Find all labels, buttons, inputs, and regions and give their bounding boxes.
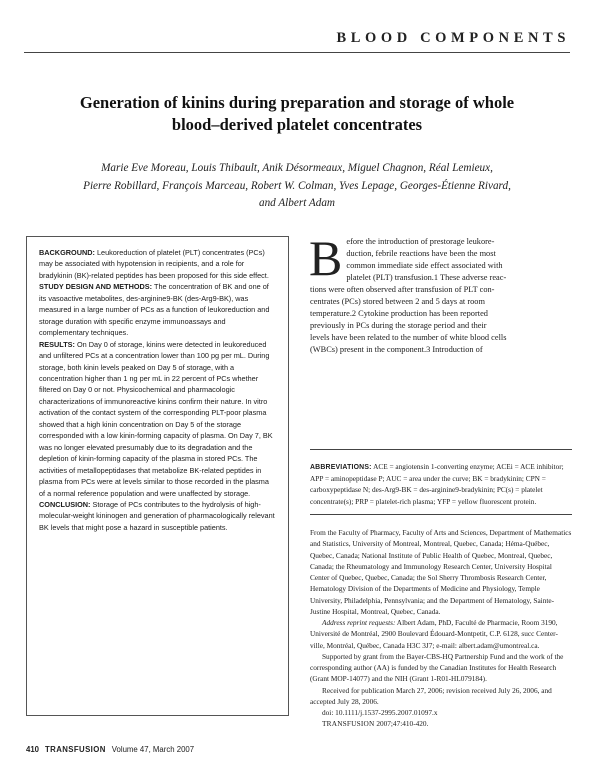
article-title	[40, 92, 554, 136]
results-label: RESULTS:	[39, 339, 75, 349]
header-rule	[24, 52, 570, 53]
intro-line: centrates (PCs) stored between 2 and 5 days at room	[310, 296, 485, 306]
authors-line-1: Marie Eve Moreau, Louis Thibault, Anik Désormeaux, Miguel Chagnon, Réal Lemieux,	[101, 162, 493, 174]
page-footer	[26, 745, 194, 754]
received-dates: Received for publication March 27, 2006; revision received July 26, 2006, and accepted July 28, 2006.	[310, 685, 552, 706]
abbreviations-rule	[310, 449, 572, 450]
abstract-conclusion	[39, 499, 276, 533]
abstract-methods	[39, 281, 276, 338]
abbreviations-label: ABBREVIATIONS:	[310, 464, 372, 471]
intro-line: temperature.2 Cytokine production has been reported	[310, 308, 488, 318]
intro-line: levels have been related to the number of white blood cells	[310, 332, 507, 342]
drop-cap: B	[309, 230, 343, 286]
citation-details: 2007;47:410-420.	[376, 719, 429, 729]
introduction-text	[309, 230, 572, 356]
intro-line: previously in PCs during the storage period and their	[310, 320, 487, 330]
abstract-box	[26, 236, 289, 716]
conclusion-text: Storage of PCs contributes to the hydrolysis of high-molecular-weight kininogen and generation of pharmacologically relevant BK levels that might pose a hazard in susceptible patients.	[39, 499, 275, 532]
footer-issue: Volume 47, March 2007	[111, 745, 195, 754]
reprint-text: Albert Adam, PhD, Faculté de Pharmacie, Room 3190, Université de Montréal, 2900 Boulevard Édouard-Montpetit, C.P. 6128, succ Center-ville, Montréal, Québec, Canada H3C 3J7; e-mail: albert.adam@umontreal.ca.	[310, 618, 558, 650]
conclusion-label: CONCLUSION:	[39, 499, 91, 509]
abstract-results	[39, 339, 276, 499]
section-heading: BLOOD COMPONENTS	[336, 30, 570, 46]
reprint-requests	[310, 617, 572, 651]
abstract-background	[39, 247, 276, 281]
intro-line: duction, febrile reactions have been the most	[346, 248, 496, 258]
doi: doi: 10.1111/j.1537-2995.2007.01097.x	[322, 708, 438, 717]
citation-journal: TRANSFUSION	[322, 719, 375, 729]
affiliations-block	[310, 527, 572, 730]
abbreviations-text: ACE = angiotensin 1-converting enzyme; ACEi = ACE inhibitor; APP = aminopeptidase P; AUC = area under the curve; BK = bradykinin; CPN = carboxypeptidase N; des-Arg9-BK = des-arginine9-bradykinin; PC(s) = platelet concentrate(s); PRP = platelet-rich plasma; YFP = yellow fluorescent protein.	[310, 462, 564, 506]
citation	[310, 718, 572, 729]
title-line-1: Generation of kinins during preparation and storage of whole	[79, 93, 515, 112]
affiliations-rule	[310, 514, 572, 515]
page-number: 410	[26, 745, 40, 754]
reprint-label: Address reprint requests:	[322, 618, 396, 627]
background-text: Leukoreduction of platelet (PLT) concentrates (PCs) may be associated with hypotension in recipients, and a role for bradykinin (BK)-related peptides has been proposed for this side effect.	[39, 248, 269, 280]
author-list	[44, 160, 550, 213]
footer-journal: TRANSFUSION	[45, 745, 106, 754]
title-line-2: blood–derived platelet concentrates	[171, 115, 423, 134]
methods-text: The concentration of BK and one of its vasoactive metabolites, des-arginine9-BK (des-Arg9-BK), was measured in a large number of PCs as a function of leukoreduction and storage duration with specific enzyme immunoassays and complementary techniques.	[39, 282, 270, 338]
methods-label: STUDY DESIGN AND METHODS:	[39, 282, 153, 292]
authors-line-2: Pierre Robillard, François Marceau, Robert W. Colman, Yves Lepage, Georges-Étienne Rivard,	[83, 179, 511, 192]
intro-line: efore the introduction of prestorage leukore-	[346, 237, 495, 246]
authors-line-3: and Albert Adam	[258, 197, 336, 209]
intro-line: (WBCs) present in the component.3 Introduction of	[310, 344, 483, 354]
affiliations-from: From the Faculty of Pharmacy, Faculty of Arts and Sciences, Department of Mathematics and Statistics, University of Montreal, Montreal, Quebec, Canada; Héma-Québec, Quebec, Canada; National Institute of Public Health of Quebec, Montreal, Quebec, Canada; the Rheumatology and Immunology Research Center, University Hospital Center of Quebec, Quebec, Canada; the Sol Sherry Thrombosis Research Center, Hematology Division of the Departments of Medicine and Physiology, Temple University, Philadelphia, Pennsylvania; and the Department of Hematology, Sainte-Justine Hospital, Montreal, Quebec, Canada.	[310, 528, 572, 616]
background-label: BACKGROUND:	[39, 248, 95, 257]
funding-note: Supported by grant from the Bayer-CBS-HQ Partnership Fund and the work of the corresponding author (AA) is funded by the Canadian Institutes for Health Research (Grant MOP-14077) and the NIH (Grant 1-R01-HL079184).	[310, 651, 564, 684]
abbreviations-block	[310, 461, 572, 507]
intro-line: platelet (PLT) transfusion.1 These adverse reac-	[346, 272, 507, 282]
intro-line: common immediate side effect associated with	[346, 260, 503, 270]
intro-line: tions were often observed after transfusion of PLT con-	[310, 284, 495, 294]
results-text: On Day 0 of storage, kinins were detected in leukoreduced and unfiltered PCs at a concentration lower than 100 pg per mL. During storage, both kinin levels peaked on Day 5 of storage, with a concentration higher than 1 ng per mL in 22 percent of PCs whether filtered on Day 0 or not. Physicochemical and pharmacologic characterizations of immunoreactive kinins confirm their nature. In vitro activation of the contact system of the corresponding PLT-poor plasma showed that a high kinin concentration on Day 5 of the storage corresponded with a low kinin-forming capacity of plasma. On Day 7, BK was no longer elevated presumably due to its degradation and the depletion of kinin-forming capacity of the plasma in stored PCs. The activities of metallopeptidases that metabolize BK-related peptides in plasma from PCs were at levels similar to those recorded in the plasma of a normal reference population and were unaffected by storage.	[39, 339, 273, 498]
